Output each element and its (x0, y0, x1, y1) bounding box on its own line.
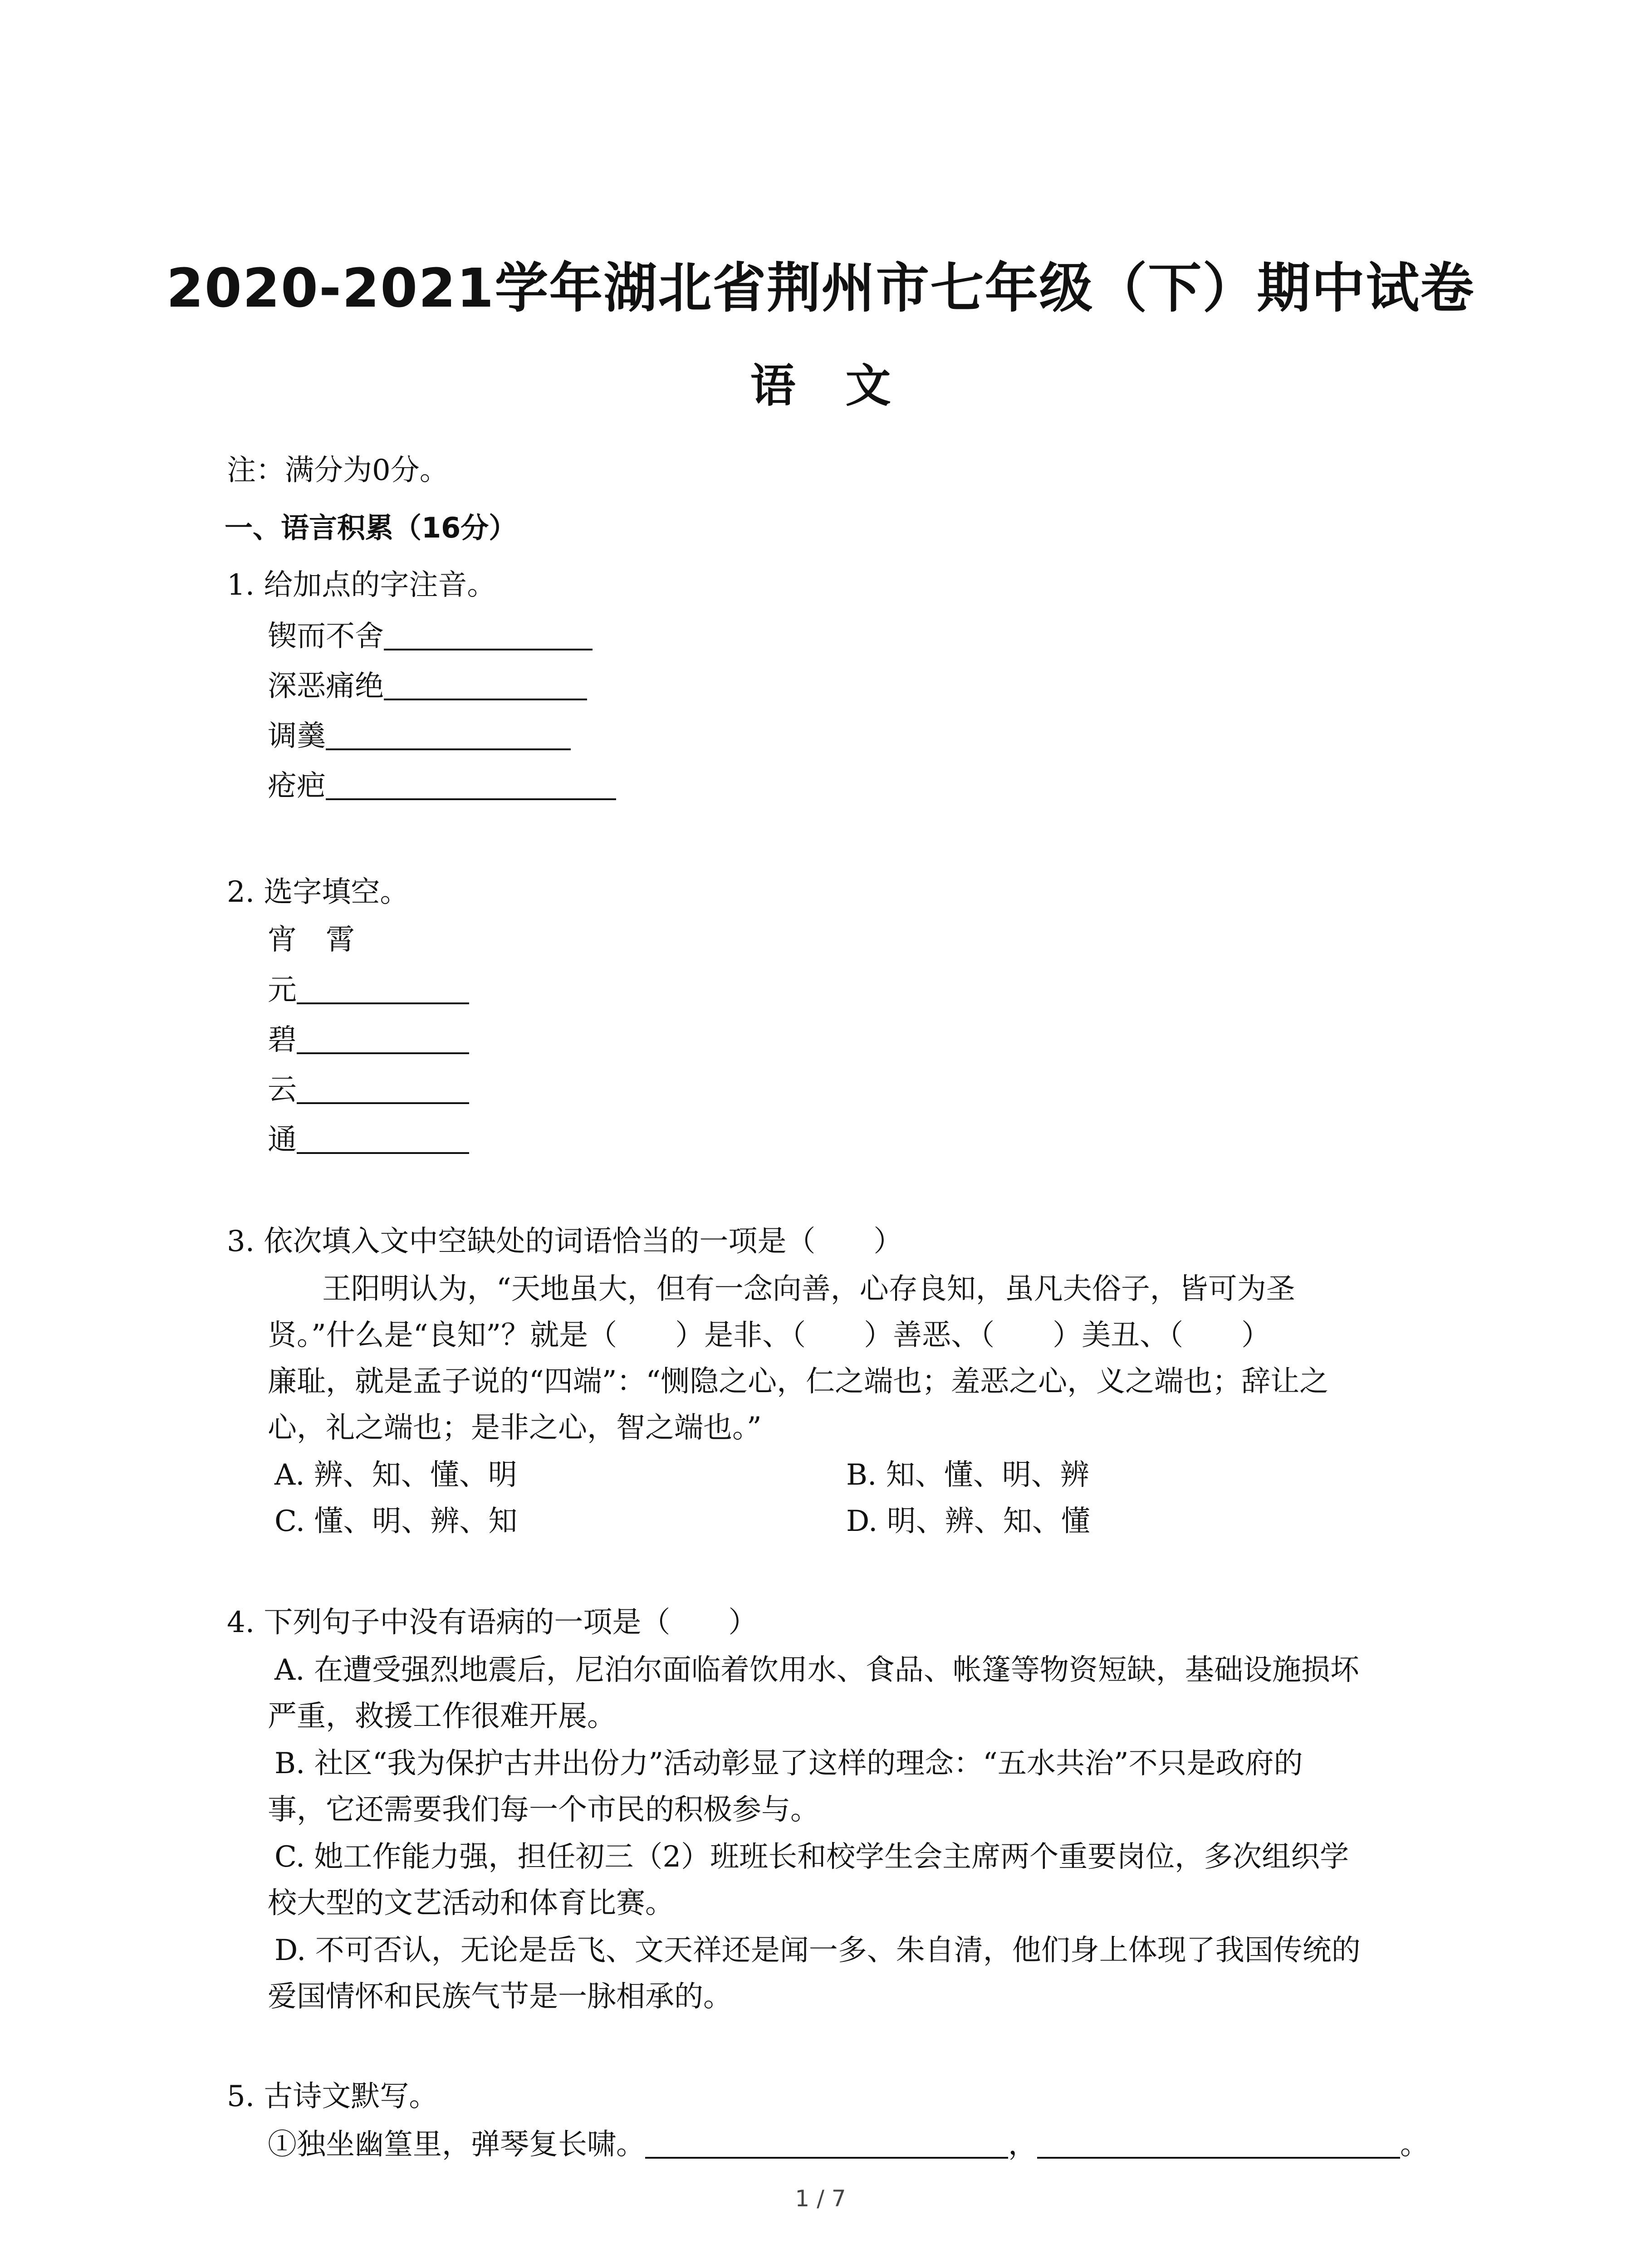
answer-blank[interactable] (326, 771, 616, 800)
question-3-passage-line: 王阳明认为，“天地虽大，但有一念向善，心存良知，虽凡夫俗子，皆可为圣 (322, 1272, 1295, 1306)
character-label: 碧 (268, 1023, 297, 1057)
question-4-option-a-cont: 严重，救援工作很难开展。 (268, 1700, 616, 1733)
question-2-choices: 宵 霄 (268, 923, 355, 957)
answer-blank[interactable] (297, 1025, 469, 1054)
question-1-stem: 1. 给加点的字注音。 (227, 568, 496, 602)
page-title: 2020-2021学年湖北省荆州市七年级（下）期中试卷 (166, 257, 1475, 319)
answer-blank[interactable] (384, 621, 593, 650)
answer-blank[interactable] (297, 1125, 469, 1154)
page-number: 1 / 7 (795, 2185, 846, 2212)
question-2-item (268, 1123, 469, 1157)
word-label: 疮疤 (268, 769, 326, 803)
poem-prefix: ①独坐幽篁里，弹琴复长啸。 (268, 2128, 645, 2161)
word-label: 深恶痛绝 (268, 670, 384, 703)
character-label: 元 (268, 973, 297, 1007)
question-1-item (268, 721, 571, 751)
question-3-option-a[interactable]: A. 辨、知、懂、明 (274, 1458, 517, 1492)
question-4-option-b[interactable]: B. 社区“我为保护古井出份力”活动彰显了这样的理念：“五水共治”不只是政府的 (274, 1747, 1303, 1780)
question-3-stem: 3. 依次填入文中空缺处的词语恰当的一项是（ ） (227, 1225, 903, 1258)
question-1-item (268, 621, 593, 651)
question-3-option-c[interactable]: C. 懂、明、辨、知 (274, 1505, 518, 1538)
section-heading-language: 一、语言积累（16分） (225, 511, 517, 544)
answer-blank[interactable] (645, 2130, 1008, 2159)
question-3-option-b[interactable]: B. 知、懂、明、辨 (846, 1458, 1089, 1492)
question-3-passage-line: 贤。”什么是“良知”？就是（ ）是非、（ ）善恶、（ ）美丑、（ ） (268, 1319, 1271, 1352)
question-4-option-b-cont: 事，它还需要我们每一个市民的积极参与。 (268, 1793, 819, 1827)
question-4-option-c-cont: 校大型的文艺活动和体育比赛。 (268, 1887, 674, 1920)
answer-blank[interactable] (297, 975, 469, 1004)
question-2-item (268, 975, 469, 1005)
answer-blank[interactable] (326, 721, 571, 750)
word-label: 锲而不舍 (268, 620, 384, 653)
character-label: 通 (268, 1123, 297, 1157)
question-2-stem: 2. 选字填空。 (227, 875, 409, 909)
question-5-line-1 (268, 2130, 1429, 2159)
question-4-option-c[interactable]: C. 她工作能力强，担任初三（2）班班长和校学生会主席两个重要岗位，多次组织学 (274, 1840, 1349, 1874)
word-label: 调羹 (268, 719, 326, 753)
score-note: 注：满分为0分。 (227, 454, 449, 487)
question-3-passage-line: 廉耻，就是孟子说的“四端”：“恻隐之心，仁之端也；羞恶之心，义之端也；辞让之 (268, 1365, 1329, 1398)
period-mark: 。 (1400, 2128, 1429, 2161)
question-4-option-a[interactable]: A. 在遭受强烈地震后，尼泊尔面临着饮用水、食品、帐篷等物资短缺，基础设施损坏 (274, 1653, 1359, 1687)
question-1-item (268, 771, 616, 801)
page-subtitle: 语文 (750, 359, 941, 412)
question-1-item (268, 671, 587, 701)
question-4-option-d-cont: 爱国情怀和民族气节是一脉相承的。 (268, 1980, 732, 2014)
question-4-stem: 4. 下列句子中没有语病的一项是（ ） (227, 1606, 758, 1639)
question-3-passage-line: 心，礼之端也；是非之心，智之端也。” (268, 1411, 762, 1445)
answer-blank[interactable] (384, 671, 587, 700)
character-label: 云 (268, 1073, 297, 1107)
question-4-option-d[interactable]: D. 不可否认，无论是岳飞、文天祥还是闻一多、朱自清，他们身上体现了我国传统的 (274, 1934, 1361, 1967)
answer-blank[interactable] (1037, 2130, 1400, 2159)
comma-mark: ， (1008, 2128, 1037, 2161)
answer-blank[interactable] (297, 1075, 469, 1104)
question-3-option-d[interactable]: D. 明、辨、知、懂 (846, 1505, 1090, 1538)
question-2-item (268, 1025, 469, 1055)
question-2-item (268, 1075, 469, 1105)
question-5-stem: 5. 古诗文默写。 (227, 2080, 438, 2113)
